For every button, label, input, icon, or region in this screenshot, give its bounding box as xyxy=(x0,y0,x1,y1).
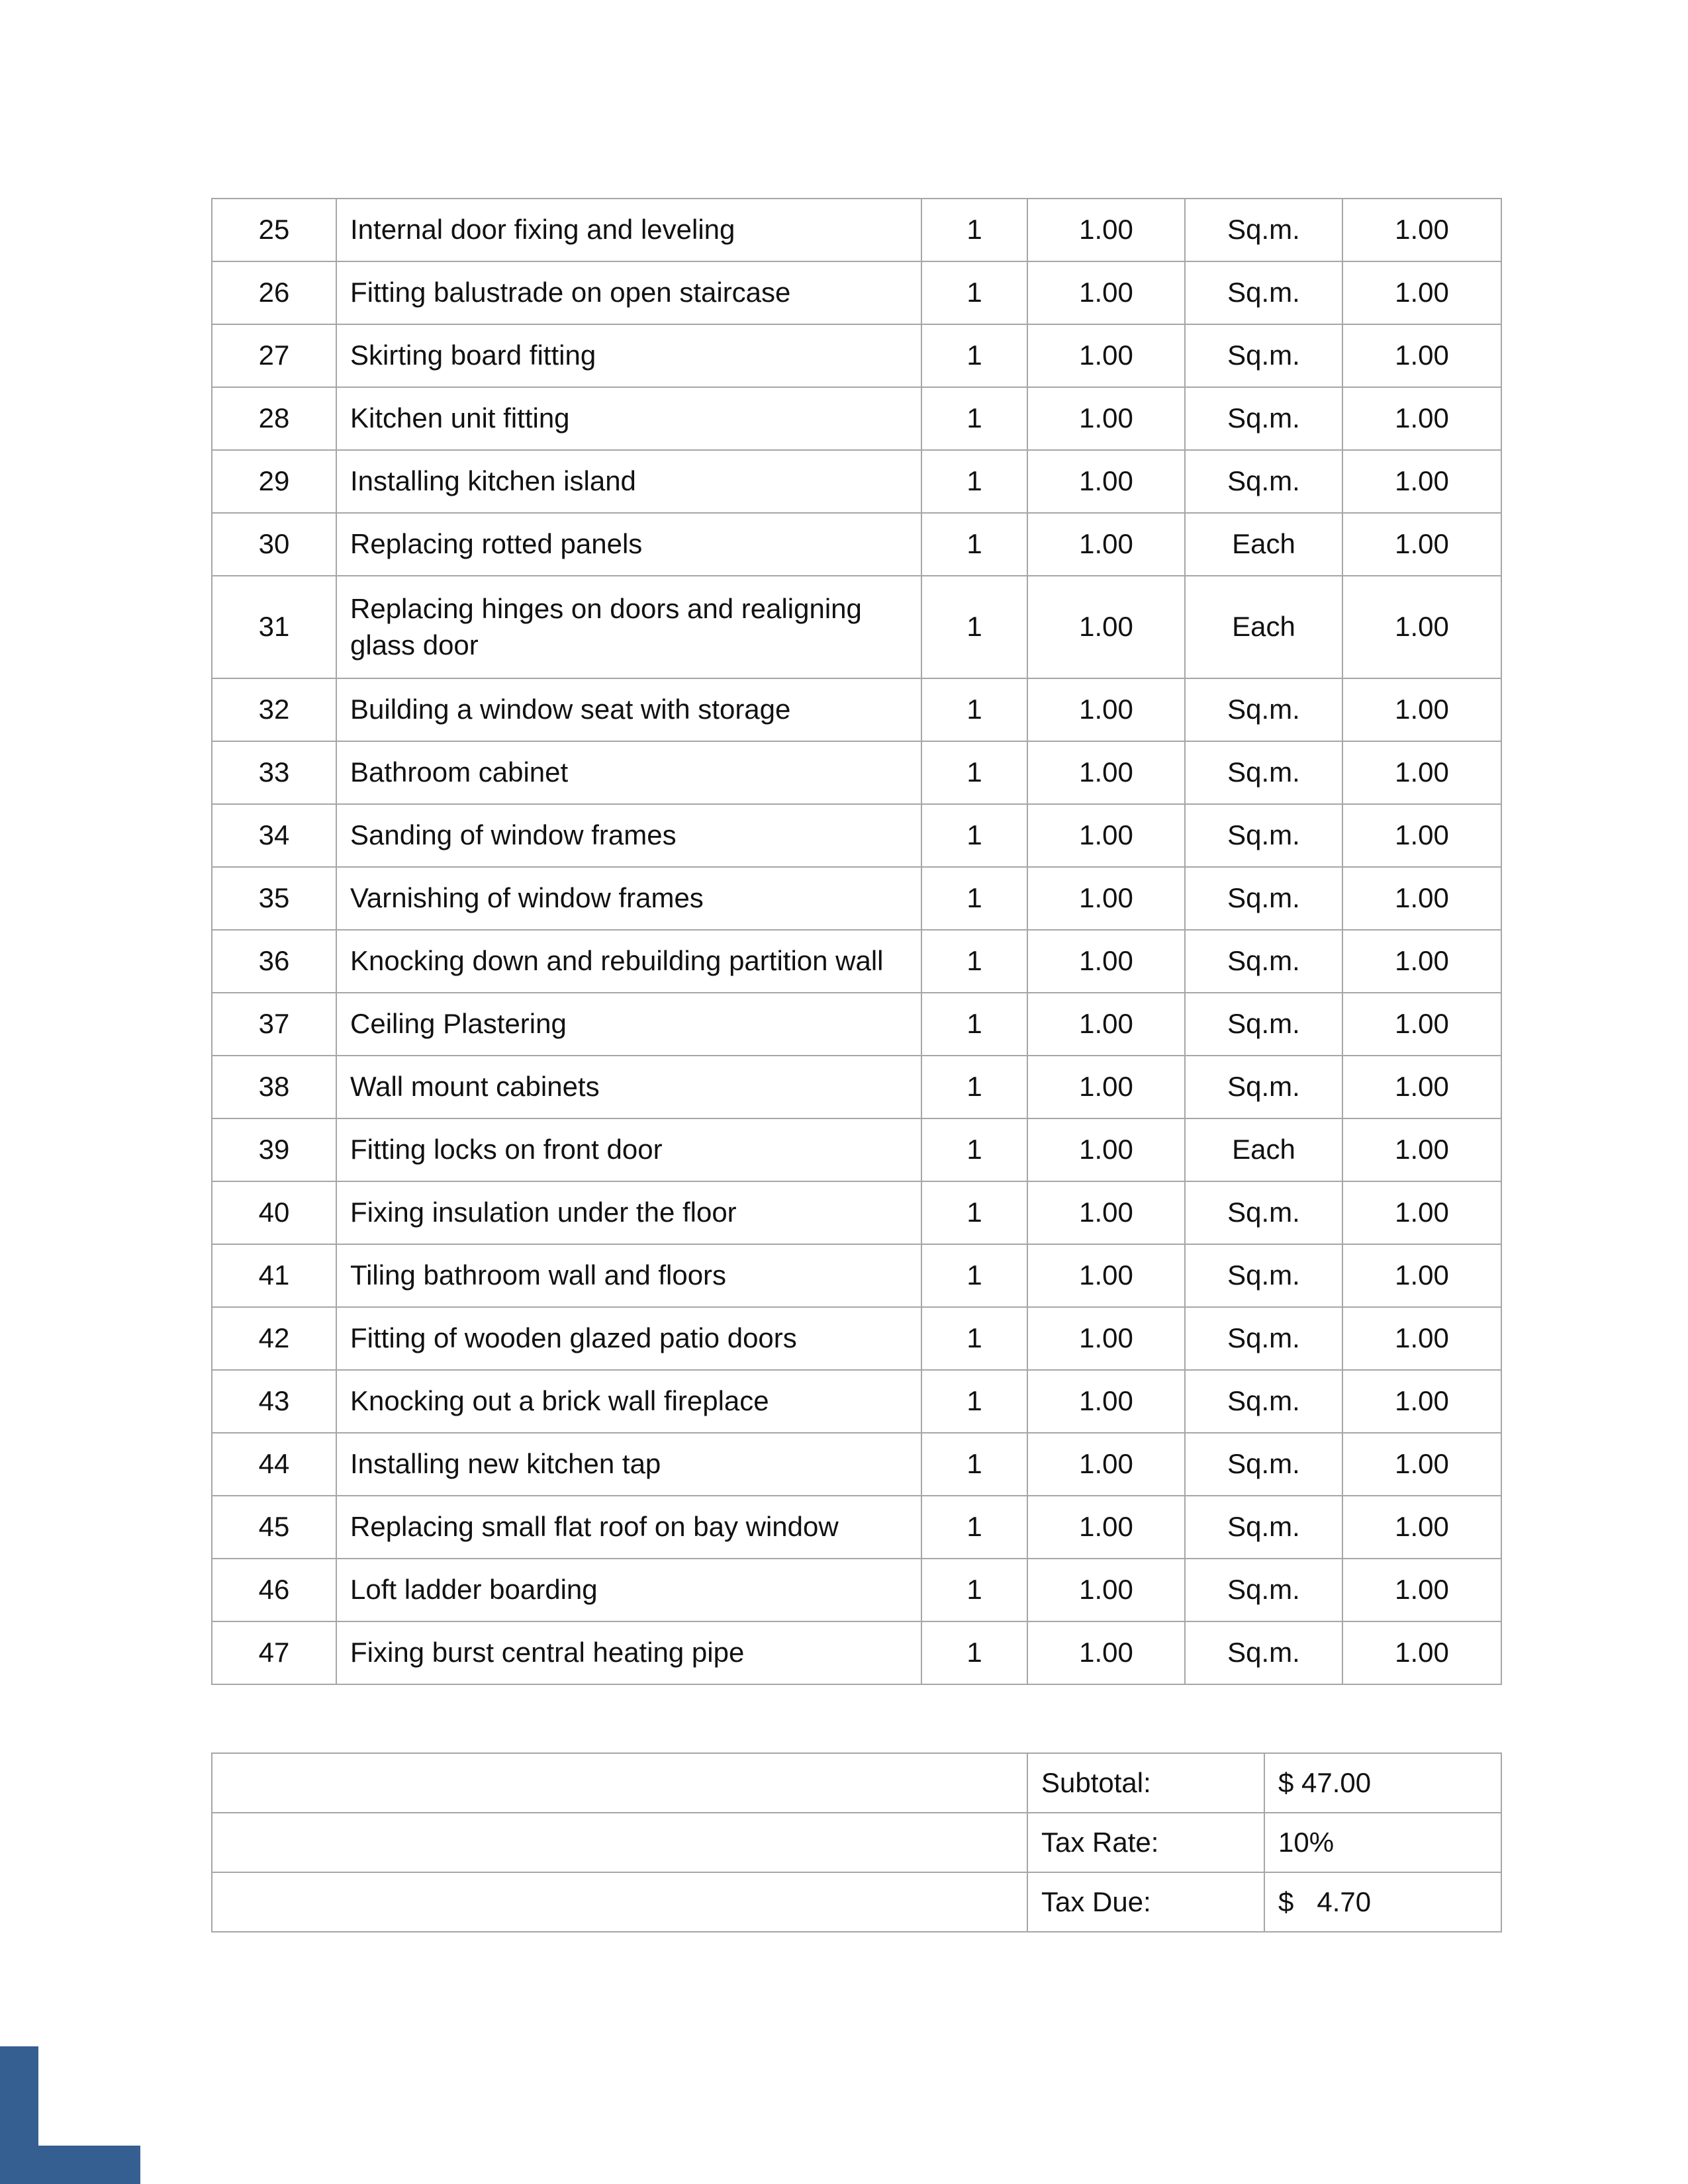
item-unit-price: 1.00 xyxy=(1027,741,1185,804)
item-unit-price: 1.00 xyxy=(1027,1496,1185,1559)
totals-spacer xyxy=(212,1753,1027,1813)
table-row xyxy=(212,1244,1501,1307)
item-number: 36 xyxy=(212,930,336,993)
item-unit: Sq.m. xyxy=(1185,804,1342,867)
item-unit: Each xyxy=(1185,1118,1342,1181)
item-quantity: 1 xyxy=(921,867,1027,930)
item-unit-price: 1.00 xyxy=(1027,1307,1185,1370)
table-row xyxy=(212,576,1501,678)
item-description: Fitting balustrade on open staircase xyxy=(336,261,921,324)
item-unit: Sq.m. xyxy=(1185,387,1342,450)
table-row xyxy=(212,1496,1501,1559)
item-total: 1.00 xyxy=(1342,513,1501,576)
line-items-table xyxy=(211,198,1502,1685)
item-description: Ceiling Plastering xyxy=(336,993,921,1056)
table-row xyxy=(212,324,1501,387)
item-unit-price: 1.00 xyxy=(1027,387,1185,450)
table-row xyxy=(212,1370,1501,1433)
item-total: 1.00 xyxy=(1342,1559,1501,1621)
item-total: 1.00 xyxy=(1342,1370,1501,1433)
item-unit: Sq.m. xyxy=(1185,1433,1342,1496)
item-number: 42 xyxy=(212,1307,336,1370)
table-row xyxy=(212,867,1501,930)
item-total: 1.00 xyxy=(1342,678,1501,741)
item-unit-price: 1.00 xyxy=(1027,678,1185,741)
item-unit: Sq.m. xyxy=(1185,324,1342,387)
item-unit: Sq.m. xyxy=(1185,1307,1342,1370)
item-description: Kitchen unit fitting xyxy=(336,387,921,450)
item-number: 37 xyxy=(212,993,336,1056)
item-number: 35 xyxy=(212,867,336,930)
item-description: Fixing insulation under the floor xyxy=(336,1181,921,1244)
tax-rate-row xyxy=(212,1813,1501,1872)
item-number: 31 xyxy=(212,576,336,678)
item-number: 29 xyxy=(212,450,336,513)
item-number: 30 xyxy=(212,513,336,576)
item-unit: Sq.m. xyxy=(1185,1621,1342,1684)
item-description: Replacing small flat roof on bay window xyxy=(336,1496,921,1559)
item-unit: Each xyxy=(1185,576,1342,678)
item-total: 1.00 xyxy=(1342,1118,1501,1181)
item-unit-price: 1.00 xyxy=(1027,513,1185,576)
item-number: 43 xyxy=(212,1370,336,1433)
table-row xyxy=(212,1621,1501,1684)
item-quantity: 1 xyxy=(921,1244,1027,1307)
item-description: Fitting of wooden glazed patio doors xyxy=(336,1307,921,1370)
table-row xyxy=(212,678,1501,741)
item-unit: Sq.m. xyxy=(1185,261,1342,324)
item-quantity: 1 xyxy=(921,1370,1027,1433)
item-unit: Sq.m. xyxy=(1185,993,1342,1056)
item-quantity: 1 xyxy=(921,199,1027,261)
item-description: Replacing hinges on doors and realigning glass door xyxy=(336,576,921,678)
item-total: 1.00 xyxy=(1342,1307,1501,1370)
item-unit-price: 1.00 xyxy=(1027,1118,1185,1181)
item-total: 1.00 xyxy=(1342,1181,1501,1244)
item-unit: Sq.m. xyxy=(1185,1559,1342,1621)
item-unit-price: 1.00 xyxy=(1027,930,1185,993)
item-total: 1.00 xyxy=(1342,576,1501,678)
item-number: 45 xyxy=(212,1496,336,1559)
item-total: 1.00 xyxy=(1342,1433,1501,1496)
item-total: 1.00 xyxy=(1342,261,1501,324)
item-total: 1.00 xyxy=(1342,804,1501,867)
table-row xyxy=(212,450,1501,513)
subtotal-value: $ 47.00 xyxy=(1264,1753,1501,1813)
item-unit-price: 1.00 xyxy=(1027,1056,1185,1118)
item-number: 39 xyxy=(212,1118,336,1181)
item-description: Bathroom cabinet xyxy=(336,741,921,804)
item-number: 26 xyxy=(212,261,336,324)
item-unit-price: 1.00 xyxy=(1027,261,1185,324)
table-row xyxy=(212,741,1501,804)
table-row xyxy=(212,261,1501,324)
item-description: Fitting locks on front door xyxy=(336,1118,921,1181)
item-unit: Each xyxy=(1185,513,1342,576)
item-unit-price: 1.00 xyxy=(1027,1244,1185,1307)
item-description: Tiling bathroom wall and floors xyxy=(336,1244,921,1307)
item-quantity: 1 xyxy=(921,1496,1027,1559)
item-unit: Sq.m. xyxy=(1185,450,1342,513)
item-unit: Sq.m. xyxy=(1185,867,1342,930)
item-total: 1.00 xyxy=(1342,450,1501,513)
item-description: Skirting board fitting xyxy=(336,324,921,387)
item-unit: Sq.m. xyxy=(1185,199,1342,261)
item-number: 27 xyxy=(212,324,336,387)
table-row xyxy=(212,1181,1501,1244)
item-quantity: 1 xyxy=(921,1307,1027,1370)
item-total: 1.00 xyxy=(1342,993,1501,1056)
item-description: Installing kitchen island xyxy=(336,450,921,513)
item-unit-price: 1.00 xyxy=(1027,324,1185,387)
item-unit-price: 1.00 xyxy=(1027,1433,1185,1496)
item-unit: Sq.m. xyxy=(1185,1370,1342,1433)
corner-decoration xyxy=(0,2046,140,2184)
item-total: 1.00 xyxy=(1342,387,1501,450)
item-number: 33 xyxy=(212,741,336,804)
totals-spacer xyxy=(212,1872,1027,1932)
item-total: 1.00 xyxy=(1342,741,1501,804)
item-total: 1.00 xyxy=(1342,1496,1501,1559)
item-number: 41 xyxy=(212,1244,336,1307)
subtotal-label: Subtotal: xyxy=(1027,1753,1264,1813)
table-row xyxy=(212,199,1501,261)
table-row xyxy=(212,993,1501,1056)
item-number: 44 xyxy=(212,1433,336,1496)
item-quantity: 1 xyxy=(921,741,1027,804)
item-number: 40 xyxy=(212,1181,336,1244)
item-unit: Sq.m. xyxy=(1185,930,1342,993)
item-total: 1.00 xyxy=(1342,1056,1501,1118)
item-quantity: 1 xyxy=(921,1056,1027,1118)
item-unit: Sq.m. xyxy=(1185,678,1342,741)
item-quantity: 1 xyxy=(921,1621,1027,1684)
item-unit-price: 1.00 xyxy=(1027,1559,1185,1621)
item-quantity: 1 xyxy=(921,1559,1027,1621)
item-number: 46 xyxy=(212,1559,336,1621)
item-number: 47 xyxy=(212,1621,336,1684)
item-unit-price: 1.00 xyxy=(1027,867,1185,930)
item-quantity: 1 xyxy=(921,324,1027,387)
item-unit: Sq.m. xyxy=(1185,1244,1342,1307)
item-description: Installing new kitchen tap xyxy=(336,1433,921,1496)
item-unit-price: 1.00 xyxy=(1027,576,1185,678)
item-number: 34 xyxy=(212,804,336,867)
item-quantity: 1 xyxy=(921,678,1027,741)
item-quantity: 1 xyxy=(921,993,1027,1056)
table-row xyxy=(212,930,1501,993)
table-row xyxy=(212,513,1501,576)
tax-due-value: $ 4.70 xyxy=(1264,1872,1501,1932)
item-total: 1.00 xyxy=(1342,1244,1501,1307)
item-unit: Sq.m. xyxy=(1185,741,1342,804)
tax-due-label: Tax Due: xyxy=(1027,1872,1264,1932)
table-row xyxy=(212,1056,1501,1118)
table-row xyxy=(212,1307,1501,1370)
item-unit-price: 1.00 xyxy=(1027,804,1185,867)
item-description: Knocking down and rebuilding partition wall xyxy=(336,930,921,993)
item-number: 32 xyxy=(212,678,336,741)
item-unit-price: 1.00 xyxy=(1027,1370,1185,1433)
table-row xyxy=(212,387,1501,450)
item-unit-price: 1.00 xyxy=(1027,199,1185,261)
item-number: 25 xyxy=(212,199,336,261)
tax-due-row xyxy=(212,1872,1501,1932)
item-quantity: 1 xyxy=(921,930,1027,993)
table-row xyxy=(212,1118,1501,1181)
subtotal-row xyxy=(212,1753,1501,1813)
item-quantity: 1 xyxy=(921,513,1027,576)
item-description: Fixing burst central heating pipe xyxy=(336,1621,921,1684)
table-row xyxy=(212,1559,1501,1621)
item-total: 1.00 xyxy=(1342,867,1501,930)
tax-rate-label: Tax Rate: xyxy=(1027,1813,1264,1872)
item-description: Varnishing of window frames xyxy=(336,867,921,930)
item-description: Knocking out a brick wall fireplace xyxy=(336,1370,921,1433)
item-quantity: 1 xyxy=(921,387,1027,450)
item-number: 28 xyxy=(212,387,336,450)
line-items-body xyxy=(212,199,1501,1684)
totals-table xyxy=(211,1752,1502,1933)
item-quantity: 1 xyxy=(921,1118,1027,1181)
item-unit: Sq.m. xyxy=(1185,1496,1342,1559)
item-number: 38 xyxy=(212,1056,336,1118)
item-unit: Sq.m. xyxy=(1185,1056,1342,1118)
item-quantity: 1 xyxy=(921,1181,1027,1244)
item-quantity: 1 xyxy=(921,450,1027,513)
item-description: Loft ladder boarding xyxy=(336,1559,921,1621)
item-unit-price: 1.00 xyxy=(1027,993,1185,1056)
item-description: Wall mount cabinets xyxy=(336,1056,921,1118)
table-row xyxy=(212,804,1501,867)
item-total: 1.00 xyxy=(1342,1621,1501,1684)
item-total: 1.00 xyxy=(1342,199,1501,261)
item-unit-price: 1.00 xyxy=(1027,450,1185,513)
item-unit-price: 1.00 xyxy=(1027,1181,1185,1244)
item-quantity: 1 xyxy=(921,576,1027,678)
item-quantity: 1 xyxy=(921,804,1027,867)
item-total: 1.00 xyxy=(1342,324,1501,387)
item-description: Replacing rotted panels xyxy=(336,513,921,576)
item-quantity: 1 xyxy=(921,261,1027,324)
item-unit-price: 1.00 xyxy=(1027,1621,1185,1684)
totals-spacer xyxy=(212,1813,1027,1872)
table-row xyxy=(212,1433,1501,1496)
item-total: 1.00 xyxy=(1342,930,1501,993)
item-quantity: 1 xyxy=(921,1433,1027,1496)
tax-rate-value: 10% xyxy=(1264,1813,1501,1872)
item-description: Sanding of window frames xyxy=(336,804,921,867)
item-description: Internal door fixing and leveling xyxy=(336,199,921,261)
item-description: Building a window seat with storage xyxy=(336,678,921,741)
item-unit: Sq.m. xyxy=(1185,1181,1342,1244)
